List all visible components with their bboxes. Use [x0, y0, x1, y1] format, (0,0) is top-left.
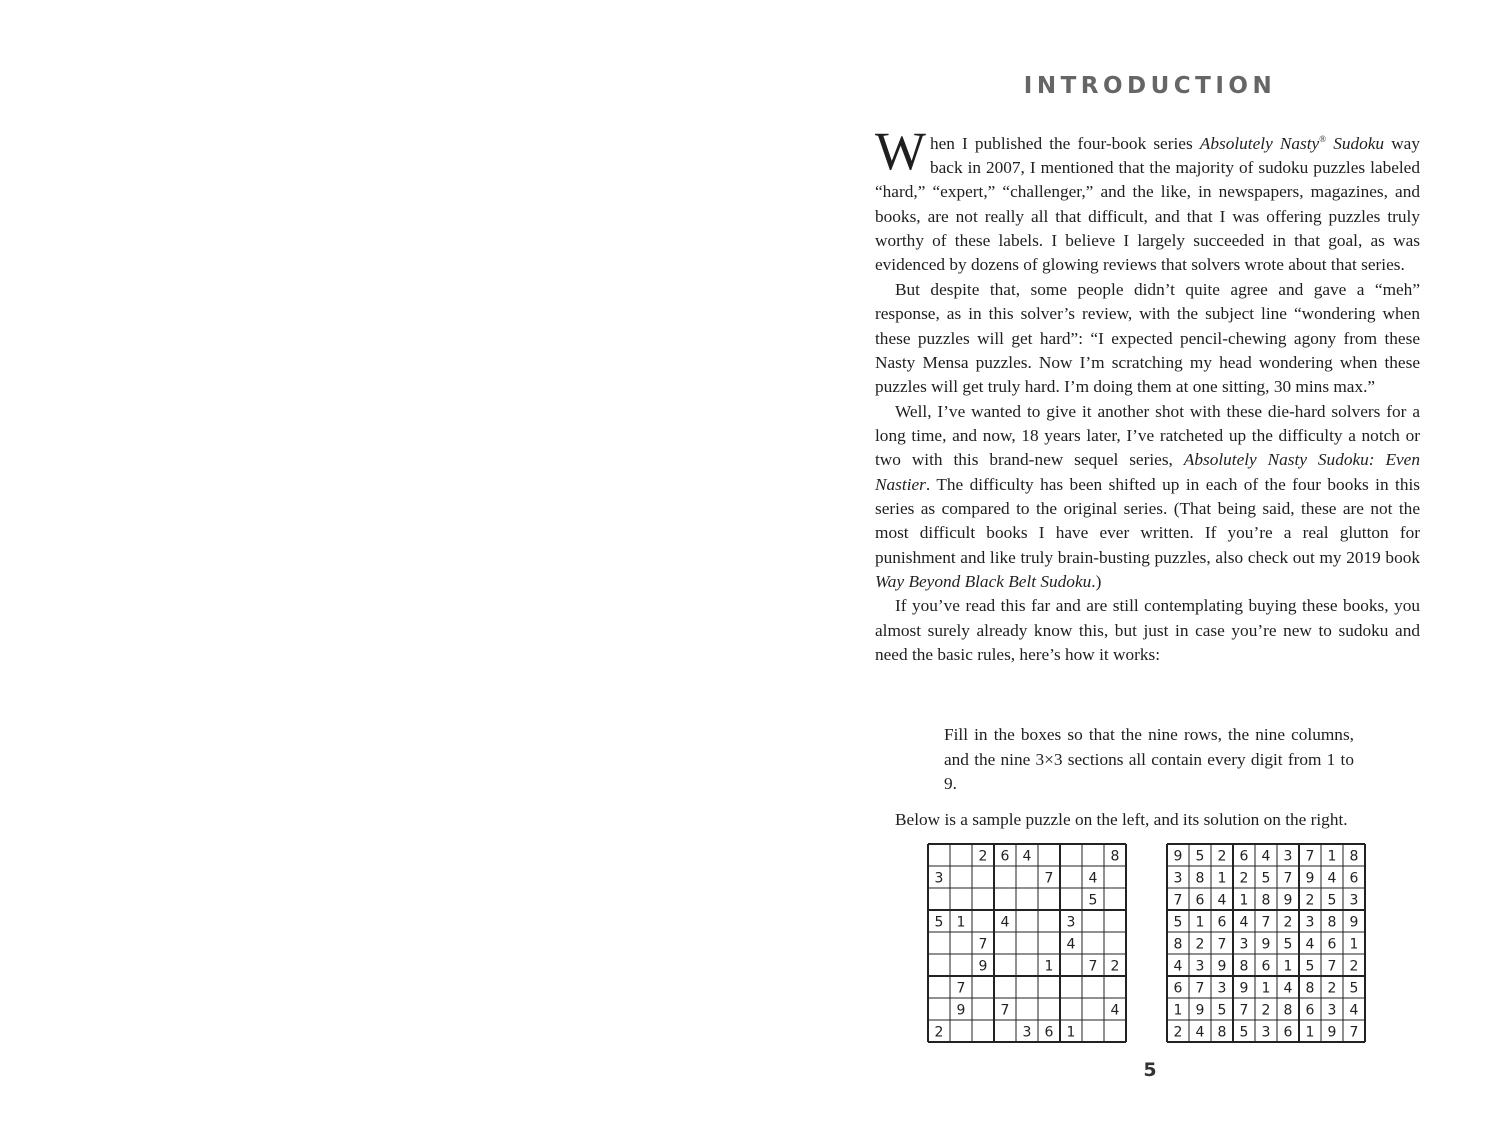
- solution-cell-digit: 6: [1283, 1024, 1293, 1041]
- puzzle-cell-digit: 3: [1066, 914, 1076, 931]
- solution-cell-digit: 9: [1283, 892, 1293, 909]
- puzzle-cell-digit: 3: [934, 870, 944, 887]
- rules-text: Fill in the boxes so that the nine rows, the nine columns, and the nine 3×3 sections all contain every digit from 1 to 9.: [944, 725, 1354, 793]
- solution-cell-digit: 8: [1261, 892, 1271, 909]
- solution-cell-digit: 2: [1239, 870, 1249, 887]
- solution-cell-digit: 4: [1173, 958, 1183, 975]
- solution-cell-digit: 8: [1195, 870, 1205, 887]
- solution-cell-digit: 6: [1305, 1002, 1315, 1019]
- solution-cell-digit: 1: [1217, 870, 1227, 887]
- puzzle-cell-digit: 6: [1044, 1024, 1054, 1041]
- solution-cell-digit: 5: [1195, 848, 1205, 865]
- solution-cell-digit: 5: [1217, 1002, 1227, 1019]
- solution-cell-digit: 1: [1327, 848, 1337, 865]
- puzzle-cell-digit: 9: [956, 1002, 966, 1019]
- solution-cell-digit: 2: [1305, 892, 1315, 909]
- solution-cell-digit: 1: [1305, 1024, 1315, 1041]
- puzzle-cell-digit: 2: [934, 1024, 944, 1041]
- solution-cell-digit: 5: [1283, 936, 1293, 953]
- paragraph-3: [875, 400, 1420, 595]
- puzzle-cell-digit: 5: [934, 914, 944, 931]
- solution-cell-digit: 4: [1305, 936, 1315, 953]
- puzzle-cell-digit: 4: [1000, 914, 1010, 931]
- solution-cell-digit: 7: [1217, 936, 1227, 953]
- solution-cell-digit: 6: [1217, 914, 1227, 931]
- solution-cell-digit: 1: [1283, 958, 1293, 975]
- solution-cell-digit: 6: [1349, 870, 1359, 887]
- puzzle-cell-digit: 8: [1110, 848, 1120, 865]
- puzzle-cell-digit: 3: [1022, 1024, 1032, 1041]
- paragraph-1: [875, 121, 1420, 278]
- solution-cell-digit: 6: [1327, 936, 1337, 953]
- sample-puzzle-grid: [927, 843, 1129, 1045]
- p1-italic-1: Absolutely Nasty: [1199, 133, 1320, 153]
- solution-cell-digit: 3: [1195, 958, 1205, 975]
- p1-text-1: hen I published the four-book series: [929, 133, 1200, 153]
- puzzle-cell-digit: 4: [1022, 848, 1032, 865]
- solution-cell-digit: 8: [1305, 980, 1315, 997]
- puzzle-cell-digit: 5: [1088, 892, 1098, 909]
- solution-cell-digit: 7: [1349, 1024, 1359, 1041]
- solution-cell-digit: 1: [1239, 892, 1249, 909]
- solution-cell-digit: 2: [1173, 1024, 1183, 1041]
- solution-cell-digit: 1: [1349, 936, 1359, 953]
- paragraph-2: But despite that, some people didn’t quite agree and gave a “meh” response, as in this solver’s review, with the subject line “wondering when these puzzles will get hard”: “I expected pencil-chewing agony from these Nasty Mensa puzzles. Now I’m scratching my head wondering when these puzzles will get truly hard. I’m doing them at one sitting, 30 mins max.”: [875, 279, 1420, 397]
- solution-grid: [1166, 843, 1368, 1045]
- solution-cell-digit: 9: [1195, 1002, 1205, 1019]
- puzzle-cell-digit: 2: [1110, 958, 1120, 975]
- solution-cell-digit: 7: [1305, 848, 1315, 865]
- solution-cell-digit: 8: [1283, 1002, 1293, 1019]
- solution-cell-digit: 7: [1327, 958, 1337, 975]
- solution-cell-digit: 4: [1217, 892, 1227, 909]
- solution-cell-digit: 6: [1239, 848, 1249, 865]
- paragraph-4: If you’ve read this far and are still contemplating buying these books, you almost surely already know this, but just in case you’re new to sudoku and need the basic rules, here’s how it works:: [875, 596, 1420, 664]
- solution-cell-digit: 2: [1327, 980, 1337, 997]
- puzzle-cell-digit: 7: [1044, 870, 1054, 887]
- solution-cell-digit: 5: [1173, 914, 1183, 931]
- solution-cell-digit: 7: [1283, 870, 1293, 887]
- solution-cell-digit: 6: [1173, 980, 1183, 997]
- p3-text-1: Well, I’ve wanted to give it another shot with these die-hard solvers for a long time, and now, 18 years later, I’ve ratcheted up the difficulty a notch or two with this brand-new sequel series,: [875, 401, 1420, 470]
- solution-cell-digit: 3: [1239, 936, 1249, 953]
- solution-cell-digit: 3: [1327, 1002, 1337, 1019]
- solution-cell-digit: 4: [1195, 1024, 1205, 1041]
- solution-cell-digit: 3: [1217, 980, 1227, 997]
- solution-cell-digit: 9: [1217, 958, 1227, 975]
- solution-cell-digit: 1: [1195, 914, 1205, 931]
- solution-cell-digit: 4: [1349, 1002, 1359, 1019]
- solution-cell-digit: 4: [1327, 870, 1337, 887]
- solution-cell-digit: 2: [1283, 914, 1293, 931]
- registered-mark: ®: [1319, 134, 1327, 144]
- puzzle-cell-digit: 9: [978, 958, 988, 975]
- solution-cell-digit: 6: [1261, 958, 1271, 975]
- puzzle-cell-digit: 7: [1000, 1002, 1010, 1019]
- sample-caption: Below is a sample puzzle on the left, and its solution on the right.: [895, 810, 1348, 829]
- solution-cell-digit: 5: [1239, 1024, 1249, 1041]
- p3-italic-2: Way Beyond Black Belt Sudoku: [875, 571, 1092, 591]
- puzzle-cell-digit: 7: [978, 936, 988, 953]
- p3-text-2: . The difficulty has been shifted up in each of the four books in this series as compared to the original series. (That being said, these are not the most difficult books I have ever written. If you’re a real glutton for punishment and like truly brain-busting puzzles, also check out my 2019 book: [875, 474, 1420, 567]
- solution-cell-digit: 3: [1283, 848, 1293, 865]
- solution-svg: [1166, 843, 1368, 1045]
- solution-cell-digit: 8: [1217, 1024, 1227, 1041]
- solution-cell-digit: 5: [1349, 980, 1359, 997]
- solution-cell-digit: 8: [1173, 936, 1183, 953]
- solution-cell-digit: 3: [1173, 870, 1183, 887]
- solution-cell-digit: 8: [1239, 958, 1249, 975]
- solution-cell-digit: 9: [1239, 980, 1249, 997]
- puzzle-cell-digit: 2: [978, 848, 988, 865]
- solution-cell-digit: 2: [1217, 848, 1227, 865]
- solution-cell-digit: 5: [1327, 892, 1337, 909]
- solution-cell-digit: 3: [1305, 914, 1315, 931]
- solution-cell-digit: 3: [1349, 892, 1359, 909]
- puzzle-svg: [927, 843, 1129, 1045]
- solution-cell-digit: 7: [1239, 1002, 1249, 1019]
- solution-cell-digit: 3: [1261, 1024, 1271, 1041]
- solution-cell-digit: 9: [1349, 914, 1359, 931]
- solution-cell-digit: 4: [1283, 980, 1293, 997]
- solution-cell-digit: 9: [1305, 870, 1315, 887]
- p3-italic-1: Absolutely Nasty Sudoku: Even Nastier: [875, 450, 1420, 494]
- solution-cell-digit: 5: [1305, 958, 1315, 975]
- solution-cell-digit: 2: [1195, 936, 1205, 953]
- solution-cell-digit: 8: [1327, 914, 1337, 931]
- body-text: [875, 121, 1420, 667]
- solution-cell-digit: 6: [1195, 892, 1205, 909]
- solution-cell-digit: 7: [1173, 892, 1183, 909]
- puzzle-cell-digit: 4: [1066, 936, 1076, 953]
- drop-cap: W: [875, 121, 926, 181]
- puzzle-cell-digit: 4: [1110, 1002, 1120, 1019]
- page-number: 5: [1143, 1059, 1157, 1081]
- puzzle-cell-digit: 1: [1044, 958, 1054, 975]
- solution-cell-digit: 1: [1261, 980, 1271, 997]
- solution-cell-digit: 4: [1239, 914, 1249, 931]
- puzzle-cell-digit: 1: [956, 914, 966, 931]
- p1-text-2: way back in 2007, I mentioned that the majority of sudoku puzzles labeled “hard,” “expert,” “challenger,” and the like, in newspapers, magazines, and books, are not really all that difficult, and that I was offering puzzles truly worthy of these labels. I believe I largely succeeded in that goal, as was evidenced by dozens of glowing reviews that solvers wrote about that series.: [875, 133, 1420, 275]
- solution-cell-digit: 7: [1195, 980, 1205, 997]
- solution-cell-digit: 2: [1349, 958, 1359, 975]
- solution-cell-digit: 9: [1261, 936, 1271, 953]
- right-page: [750, 0, 1500, 1125]
- page-title: INTRODUCTION: [1023, 73, 1277, 99]
- solution-cell-digit: 8: [1349, 848, 1359, 865]
- puzzle-cell-digit: 4: [1088, 870, 1098, 887]
- solution-cell-digit: 7: [1261, 914, 1271, 931]
- puzzle-cell-digit: 7: [956, 980, 966, 997]
- solution-cell-digit: 5: [1261, 870, 1271, 887]
- solution-cell-digit: 9: [1327, 1024, 1337, 1041]
- solution-cell-digit: 1: [1173, 1002, 1183, 1019]
- puzzle-cell-digit: 7: [1088, 958, 1098, 975]
- solution-cell-digit: 9: [1173, 848, 1183, 865]
- p1-italic-2: Sudoku: [1333, 133, 1385, 153]
- p3-text-3: .): [1091, 571, 1102, 591]
- solution-cell-digit: 4: [1261, 848, 1271, 865]
- puzzle-cell-digit: 1: [1066, 1024, 1076, 1041]
- puzzle-cell-digit: 6: [1000, 848, 1010, 865]
- solution-cell-digit: 2: [1261, 1002, 1271, 1019]
